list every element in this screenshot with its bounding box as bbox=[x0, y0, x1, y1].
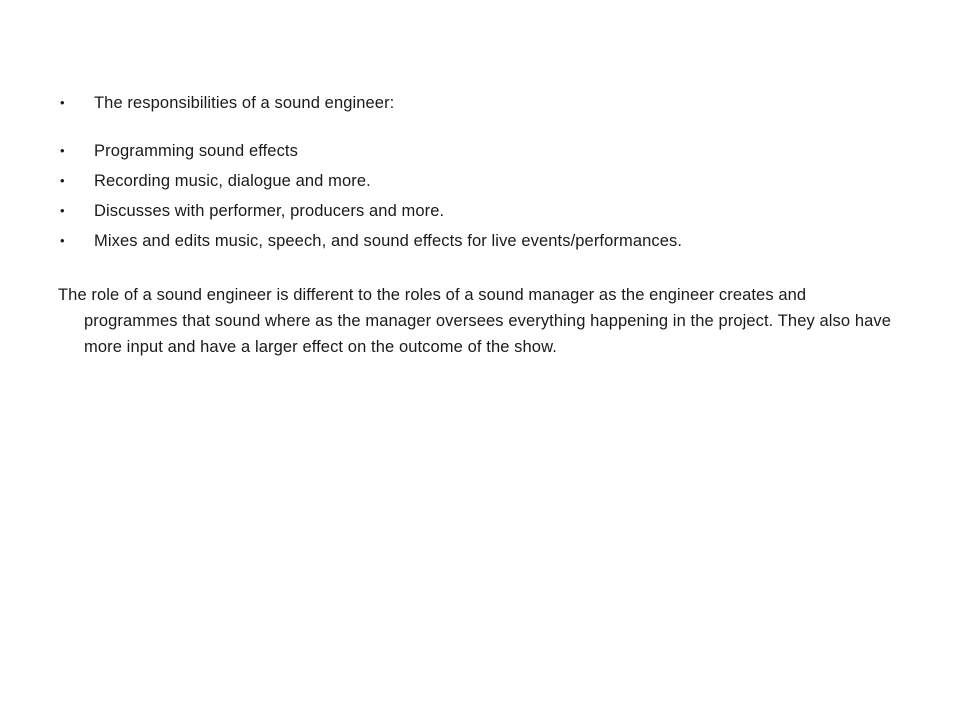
bullet-text: Discusses with performer, producers and more. bbox=[94, 202, 445, 220]
bullet-item-responsibilities-heading bbox=[58, 92, 903, 114]
bullet-text: Mixes and edits music, speech, and sound effects for live events/performances. bbox=[94, 232, 683, 250]
bullet-list bbox=[58, 92, 903, 252]
slide-content bbox=[58, 92, 903, 360]
role-comparison-paragraph: The role of a sound engineer is different to the roles of a sound manager as the engineer creates and programmes that sound where as the manager oversees everything happening in the project. They also have more input and have a larger effect on the outcome of the show. bbox=[58, 286, 892, 356]
bullet-item-mixes bbox=[58, 230, 903, 252]
bullet-text: Recording music, dialogue and more. bbox=[94, 172, 371, 190]
bullet-item-recording bbox=[58, 170, 903, 192]
bullet-text: The responsibilities of a sound engineer: bbox=[94, 94, 395, 112]
bullet-item-discusses bbox=[58, 200, 903, 222]
bullet-text: Programming sound effects bbox=[94, 142, 298, 160]
bullet-icon: • bbox=[60, 143, 65, 158]
bullet-icon: • bbox=[60, 95, 65, 110]
bullet-icon: • bbox=[60, 233, 65, 248]
bullet-item-programming bbox=[58, 140, 903, 162]
bullet-icon: • bbox=[60, 203, 65, 218]
bullet-icon: • bbox=[60, 173, 65, 188]
